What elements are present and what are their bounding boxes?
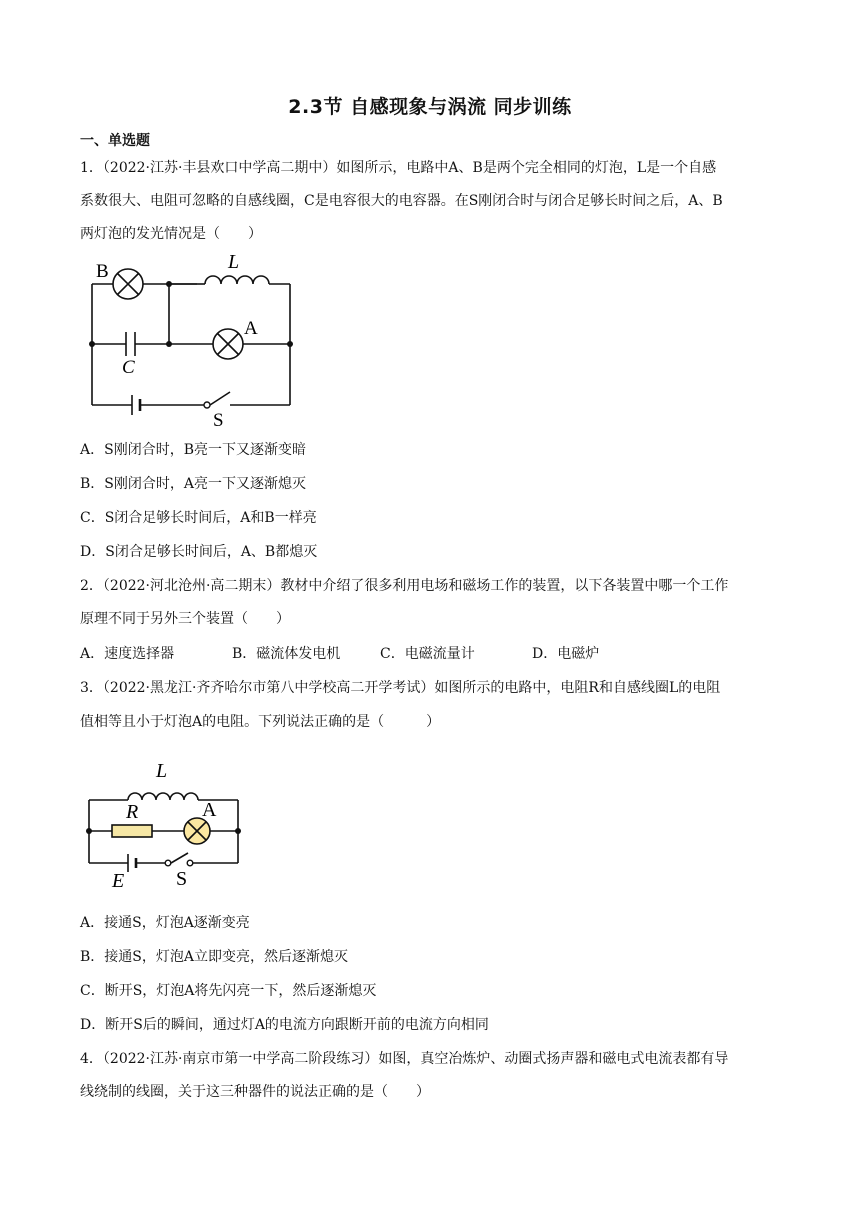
q1-line-1: 1．（2022·江苏·丰县欢口中学高二期中）如图所示，电路中A、B是两个完全相同的灯泡，L是一个自感 bbox=[80, 160, 717, 176]
q3-option-d: D．断开S后的瞬间，通过灯A的电流方向跟断开前的电流方向相同 bbox=[80, 1017, 489, 1033]
q3-option-c: C．断开S，灯泡A将先闪亮一下，然后逐渐熄灭 bbox=[80, 983, 377, 999]
section-heading: 一、单选题 bbox=[80, 133, 150, 149]
q3-label-r: R bbox=[126, 801, 139, 823]
q2-option-d: D．电磁炉 bbox=[532, 646, 600, 662]
q3-line-2: 值相等且小于灯泡A的电阻。下列说法正确的是（ ） bbox=[80, 714, 441, 730]
q2-option-c: C．电磁流量计 bbox=[380, 646, 475, 662]
page-title: 2.3节 自感现象与涡流 同步训练 bbox=[288, 96, 572, 118]
q2-options-row bbox=[80, 643, 599, 663]
q3-label-e: E bbox=[112, 870, 125, 892]
q1-label-l: L bbox=[228, 251, 240, 273]
q3-label-l: L bbox=[156, 760, 168, 782]
q1-option-c: C．S闭合足够长时间后，A和B一样亮 bbox=[80, 510, 317, 526]
q1-label-a: A bbox=[244, 318, 258, 339]
q1-label-b: B bbox=[96, 261, 109, 282]
q2-line-1: 2．（2022·河北沧州·高二期末）教材中介绍了很多利用电场和磁场工作的装置，以下各装置中哪一个工作 bbox=[80, 578, 729, 594]
q3-line-1: 3．（2022·黑龙江·齐齐哈尔市第八中学校高二开学考试）如图所示的电路中，电阻R和自感线圈L的电阻 bbox=[80, 680, 721, 696]
q1-label-c: C bbox=[122, 357, 135, 378]
q4-line-1: 4．（2022·江苏·南京市第一中学高二阶段练习）如图，真空冶炼炉、动圈式扬声器和磁电式电流表都有导 bbox=[80, 1051, 729, 1067]
q3-option-b: B．接通S，灯泡A立即变亮，然后逐渐熄灭 bbox=[80, 949, 348, 965]
q3-label-s: S bbox=[176, 868, 188, 890]
q1-option-b: B．S刚闭合时，A亮一下又逐渐熄灭 bbox=[80, 476, 306, 492]
q1-line-2: 系数很大、电阻可忽略的自感线圈，C是电容很大的电容器。在S刚闭合时与闭合足够长时间之后，A、B bbox=[80, 193, 723, 209]
q1-option-a: A．S刚闭合时，B亮一下又逐渐变暗 bbox=[80, 442, 306, 458]
q1-circuit-diagram bbox=[80, 250, 310, 428]
q4-line-2: 线绕制的线圈，关于这三种器件的说法正确的是（ ） bbox=[80, 1084, 430, 1100]
q3-label-a: A bbox=[202, 799, 217, 821]
q1-option-d: D．S闭合足够长时间后，A、B都熄灭 bbox=[80, 544, 318, 560]
q2-option-b: B．磁流体发电机 bbox=[232, 646, 341, 662]
q3-circuit-diagram bbox=[80, 755, 260, 895]
q3-option-a: A．接通S，灯泡A逐渐变亮 bbox=[80, 915, 250, 931]
q2-line-2: 原理不同于另外三个装置（ ） bbox=[80, 611, 290, 627]
q1-label-s: S bbox=[213, 410, 224, 428]
q1-line-3: 两灯泡的发光情况是（ ） bbox=[80, 226, 262, 242]
q2-option-a: A．速度选择器 bbox=[80, 646, 175, 662]
